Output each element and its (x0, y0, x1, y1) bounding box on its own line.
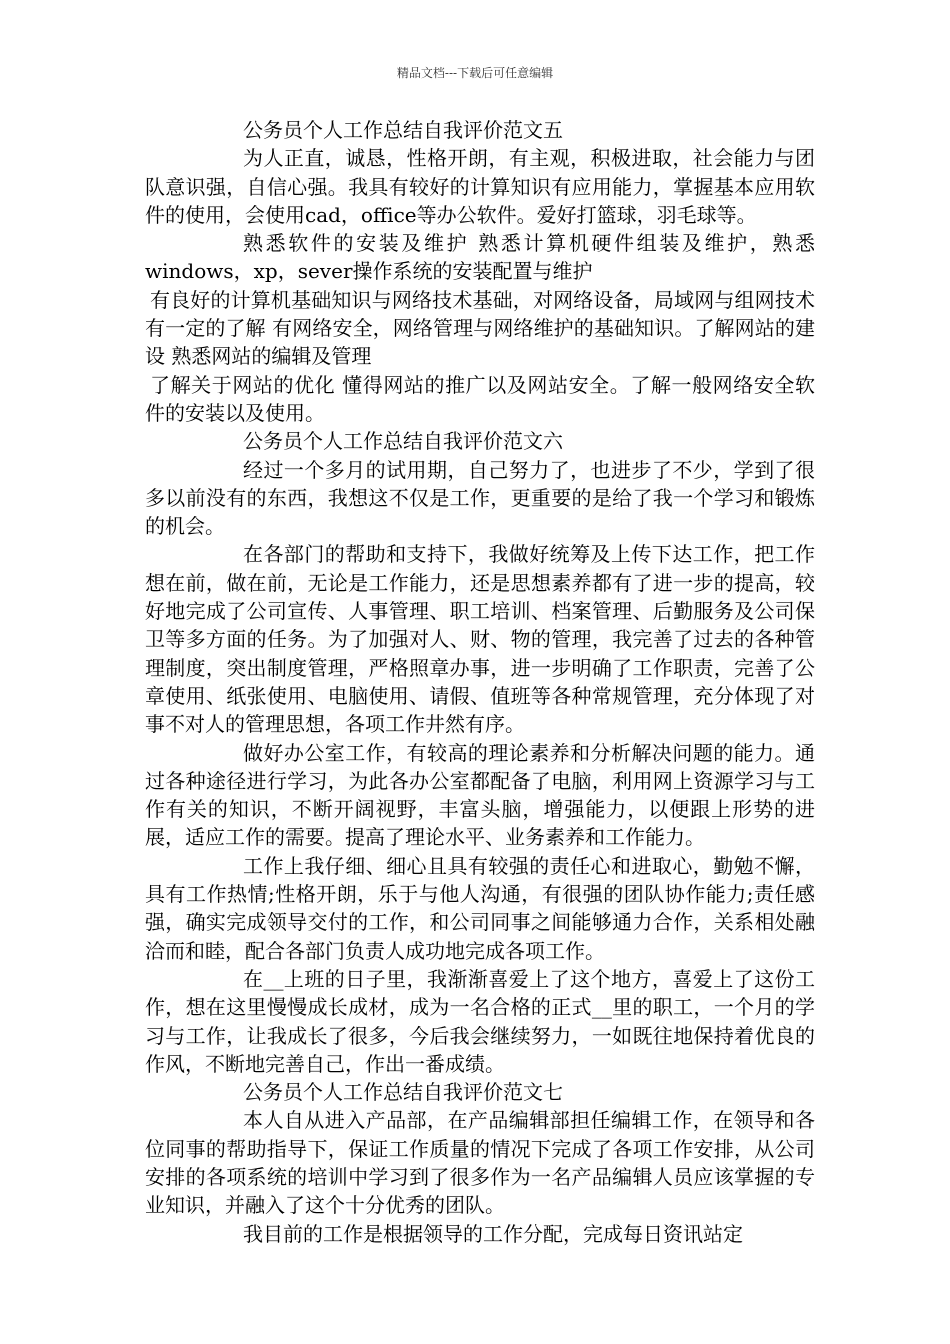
section-title-seven: 公务员个人工作总结自我评价范文七 (243, 1080, 563, 1105)
paragraph: 本人自从进入产品部，在产品编辑部担任编辑工作，在领导和各位同事的帮助指导下，保证工作质量的情况下完成了各项工作安排，从公司安排的各项系统的培训中学习到了很多作为一名产品编辑人员应该掌握的专业知识，并融入了这个十分优秀的团队。 (145, 1108, 815, 1218)
document-body (145, 116, 815, 1248)
paragraph: 为人正直，诚恳，性格开朗，有主观，积极进取，社会能力与团队意识强，自信心强。我具有较好的计算知识有应用能力，掌握基本应用软件的使用，会使用cad，office等办公软件。爱好打篮球，羽毛球等。 (145, 146, 815, 227)
paragraph: 了解关于网站的优化 懂得网站的推广以及网站安全。了解一般网络安全软件的安装以及使用。 (145, 372, 815, 425)
paragraph: 经过一个多月的试用期，自己努力了，也进步了不少，学到了很多以前没有的东西，我想这不仅是工作，更重要的是给了我一个学习和锻炼的机会。 (145, 457, 815, 539)
paragraph: 工作上我仔细、细心且具有较强的责任心和进取心，勤勉不懈，具有工作热情;性格开朗，乐于与他人沟通，有很强的团队协作能力;责任感强，确实完成领导交付的工作，和公司同事之间能够通力合作，关系相处融洽而和睦，配合各部门负责人成功地完成各项工作。 (145, 853, 815, 963)
paragraph: 在__上班的日子里，我渐渐喜爱上了这个地方，喜爱上了这份工作，想在这里慢慢成长成材，成为一名合格的正式__里的职工，一个月的学习与工作，让我成长了很多，今后我会继续努力，一如既往地保持着优良的作风，不断地完善自己，作出一番成绩。 (145, 966, 815, 1076)
header-note: 精品文档---下载后可任意编辑 (396, 66, 554, 80)
paragraph: 做好办公室工作，有较高的理论素养和分析解决问题的能力。通过各种途径进行学习，为此各办公室都配备了电脑，利用网上资源学习与工作有关的知识，不断开阔视野，丰富头脑，增强能力，以便跟上形势的进展，适应工作的需要。提高了理论水平、业务素养和工作能力。 (145, 740, 815, 850)
paragraph: 熟悉软件的安装及维护 熟悉计算机硬件组装及维护，熟悉windows，xp，sever操作系统的安装配置与维护 (145, 231, 815, 284)
paragraph: 我目前的工作是根据领导的工作分配，完成每日资讯站定 (243, 1221, 743, 1246)
section-title-five: 公务员个人工作总结自我评价范文五 (243, 118, 563, 142)
paragraph: 在各部门的帮助和支持下，我做好统筹及上传下达工作，把工作想在前，做在前，无论是工作能力，还是思想素养都有了进一步的提高，较好地完成了公司宣传、人事管理、职工培训、档案管理、后勤服务及公司保卫等多方面的任务。为了加强对人、财、物的管理，我完善了过去的各种管理制度，突出制度管理，严格照章办事，进一步明确了工作职责，完善了公章使用、纸张使用、电脑使用、请假、值班等各种常规管理，充分体现了对事不对人的管理思想，各项工作井然有序。 (145, 542, 815, 737)
paragraph: 有良好的计算机基础知识与网络技术基础，对网络设备，局域网与组网技术有一定的了解 有网络安全，网络管理与网络维护的基础知识。了解网站的建设 熟悉网站的编辑及管理 (145, 287, 815, 369)
section-title-six: 公务员个人工作总结自我评价范文六 (243, 429, 563, 454)
